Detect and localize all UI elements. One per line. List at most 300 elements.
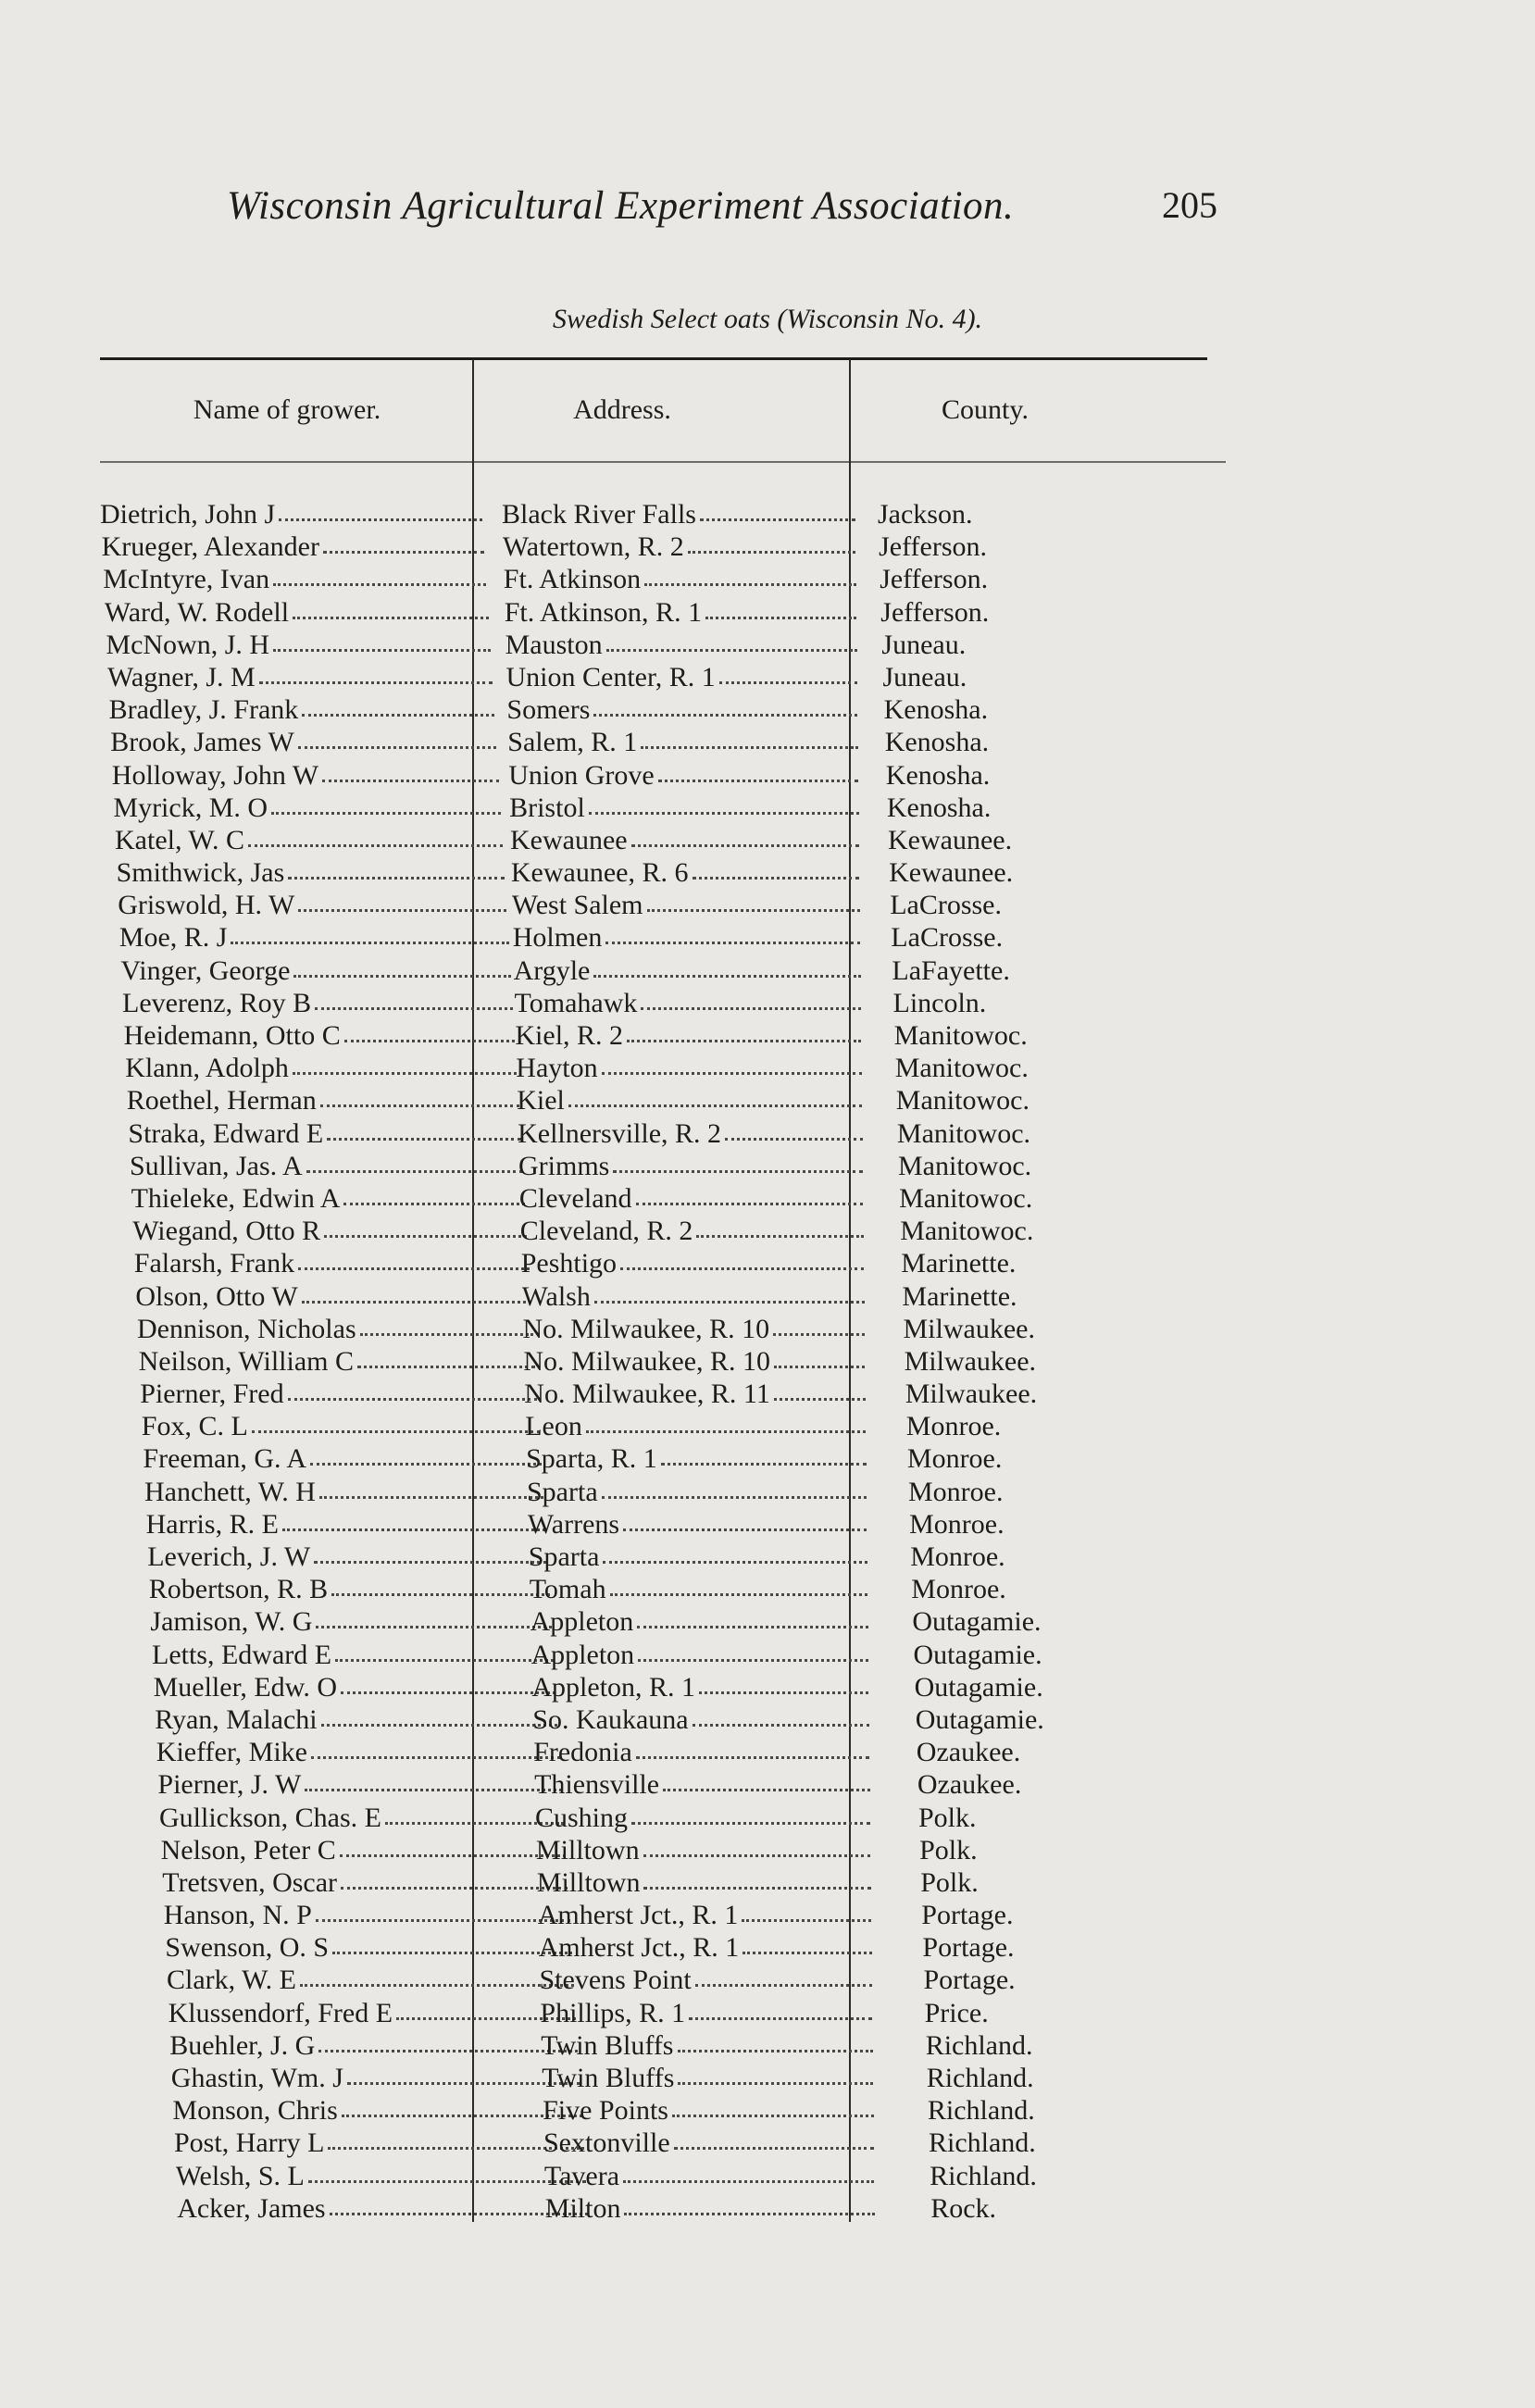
grower-address-text: Milltown: [536, 1866, 641, 1898]
grower-address-text: Appleton, R. 1: [531, 1671, 696, 1703]
dot-leader: [631, 824, 859, 847]
grower-address: [518, 1117, 863, 1150]
grower-address-text: Twin Bluffs: [541, 2029, 674, 2061]
table-row: [0, 1508, 1535, 1541]
grower-name-text: Heidemann, Otto C: [123, 1020, 341, 1051]
dot-leader: [743, 1931, 871, 1954]
dot-leader: [293, 954, 510, 978]
column-header-county: County.: [942, 394, 1029, 425]
grower-county: Monroe.: [911, 1574, 1006, 1605]
grower-name: [120, 954, 510, 987]
grower-address: [503, 530, 856, 563]
grower-address-text: Appleton: [530, 1639, 635, 1670]
grower-name-text: Acker, James: [177, 2192, 326, 2224]
dot-leader: [696, 1215, 863, 1238]
table-row: [0, 596, 1535, 629]
grower-name: [147, 1541, 547, 1573]
grower-county: Kenosha.: [883, 694, 989, 726]
dot-leader: [316, 1605, 551, 1628]
grower-address-text: Phillips, R. 1: [540, 1997, 686, 2028]
grower-name: [106, 629, 490, 661]
table-row: [0, 1541, 1535, 1573]
grower-county: Kenosha.: [885, 759, 991, 791]
grower-name-text: Bradley, J. Frank: [108, 694, 299, 726]
dot-leader: [636, 1736, 869, 1759]
grower-address: [527, 1476, 867, 1508]
grower-address: [536, 1834, 871, 1866]
grower-name: [155, 1703, 557, 1736]
grower-address-text: Milltown: [535, 1834, 640, 1865]
grower-address: [543, 2127, 874, 2159]
grower-address-text: So. Kaukauna: [532, 1703, 689, 1735]
grower-name-text: Wiegand, Otto R: [132, 1216, 321, 1247]
grower-name-text: Roethel, Herman: [126, 1085, 317, 1117]
grower-name: [165, 1931, 571, 1964]
column-header-name: Name of grower.: [193, 394, 381, 425]
dot-leader: [318, 2029, 578, 2052]
grower-address: [516, 1052, 862, 1084]
grower-county: Manitowoc.: [894, 1053, 1029, 1084]
grower-name-text: Klussendorf, Fred E: [168, 1997, 393, 2028]
dot-leader: [678, 2029, 873, 2052]
grower-county: LaFayette.: [892, 954, 1010, 986]
grower-address-text: Peshtigo: [520, 1248, 618, 1279]
grower-name: [149, 1573, 550, 1605]
grower-name-text: Robertson, R. B: [148, 1574, 329, 1605]
grower-name: [167, 1964, 574, 1996]
grower-address-text: No. Milwaukee, R. 10: [522, 1313, 770, 1344]
table-row: [0, 1736, 1535, 1768]
grower-county: Milwaukee.: [905, 1379, 1038, 1410]
grower-table-body: [0, 498, 1535, 2225]
grower-county: Richland.: [925, 2029, 1033, 2061]
dot-leader: [316, 1899, 570, 1922]
running-title: Wisconsin Agricultural Experiment Association.: [227, 184, 1015, 228]
grower-name: [142, 1410, 540, 1442]
grower-name-text: Ghastin, Wm. J: [170, 2063, 343, 2093]
grower-name: [172, 2094, 581, 2127]
dot-leader: [357, 1345, 535, 1368]
grower-name-text: Fox, C. L: [141, 1411, 248, 1442]
grower-address: [523, 1313, 866, 1345]
grower-name-text: Nelson, Peter C: [160, 1834, 336, 1865]
dot-leader: [774, 1345, 865, 1368]
grower-name: [171, 2062, 580, 2094]
grower-name-text: Freeman, G. A: [143, 1443, 307, 1475]
dot-leader: [636, 1182, 864, 1205]
grower-name-text: Sullivan, Jas. A: [130, 1150, 303, 1181]
dot-leader: [288, 856, 505, 880]
grower-name-text: Olson, Otto W: [135, 1280, 298, 1312]
dot-leader: [643, 1866, 870, 1890]
grower-name-text: Brook, James W: [110, 727, 294, 758]
table-row: [0, 1247, 1535, 1279]
grower-name: [124, 1019, 516, 1052]
page-header: [227, 183, 1217, 239]
grower-address-text: Kiel: [517, 1085, 565, 1117]
dot-leader: [725, 1117, 863, 1141]
grower-name-text: Harris, R. E: [145, 1508, 279, 1540]
table-row: [0, 1573, 1535, 1605]
grower-county: Marinette.: [901, 1248, 1017, 1279]
grower-name: [127, 1084, 519, 1117]
grower-name-text: Mueller, Edw. O: [153, 1671, 338, 1703]
column-header-address: Address.: [573, 394, 671, 425]
table-row: [0, 1768, 1535, 1801]
dot-leader: [674, 2127, 874, 2150]
grower-name: [168, 1997, 577, 2029]
dot-leader: [306, 1150, 523, 1173]
dot-leader: [302, 693, 494, 717]
table-row: [0, 563, 1535, 595]
grower-address-text: Appleton: [530, 1606, 634, 1638]
grower-name: [122, 987, 513, 1019]
table-row: [0, 726, 1535, 758]
dot-leader: [324, 1215, 527, 1238]
grower-address: [517, 1084, 862, 1117]
grower-address: [504, 563, 856, 595]
grower-address: [533, 1736, 869, 1768]
dot-leader: [322, 759, 498, 782]
dot-leader: [340, 1834, 566, 1857]
dot-leader: [641, 987, 861, 1010]
table-row: [0, 1378, 1535, 1410]
grower-address: [540, 1997, 872, 2029]
grower-address: [540, 1964, 873, 1996]
dot-leader: [661, 1442, 867, 1466]
table-row: [0, 1866, 1535, 1899]
grower-name-text: Dennison, Nicholas: [137, 1313, 356, 1344]
grower-name: [119, 921, 509, 954]
table-row: [0, 792, 1535, 824]
dot-leader: [320, 1084, 519, 1107]
table-row: [0, 889, 1535, 921]
dot-leader: [623, 2160, 874, 2183]
grower-county: Outagamie.: [915, 1703, 1044, 1735]
grower-name: [125, 1052, 517, 1084]
grower-county: Juneau.: [882, 661, 967, 692]
grower-name: [128, 1117, 520, 1150]
grower-name-text: Wagner, J. M: [107, 661, 256, 692]
grower-address: [544, 2160, 875, 2192]
grower-county: Polk.: [920, 1866, 979, 1898]
table-row: [0, 629, 1535, 661]
grower-address: [522, 1280, 865, 1313]
dot-leader: [589, 792, 859, 815]
grower-address-text: Sparta: [528, 1541, 600, 1572]
dot-leader: [594, 1280, 865, 1304]
grower-address: [523, 1345, 865, 1378]
dot-leader: [279, 498, 482, 521]
grower-county: Kenosha.: [886, 792, 992, 823]
dot-leader: [606, 629, 857, 652]
grower-name-text: Clark, W. E: [167, 1965, 296, 1996]
dot-leader: [603, 1541, 867, 1564]
dot-leader: [672, 2094, 874, 2117]
grower-county: Outagamie.: [914, 1671, 1043, 1703]
table-row: [0, 1084, 1535, 1117]
grower-address: [545, 2192, 875, 2225]
grower-name-text: Welsh, S. L: [175, 2160, 305, 2191]
grower-county: Jefferson.: [880, 564, 989, 595]
grower-name: [118, 889, 506, 921]
grower-address-text: Hayton: [516, 1053, 598, 1084]
dot-leader: [647, 889, 860, 912]
grower-county: Kenosha.: [884, 727, 990, 758]
grower-name: [130, 1150, 523, 1182]
grower-address-text: Kewaunee, R. 6: [510, 857, 689, 889]
grower-county: Jefferson.: [879, 531, 988, 563]
grower-county: Jefferson.: [880, 596, 990, 628]
grower-name-text: Pierner, Fred: [140, 1379, 284, 1410]
table-row: [0, 1834, 1535, 1866]
grower-name: [161, 1834, 567, 1866]
grower-address: [510, 824, 859, 856]
dot-leader: [773, 1313, 865, 1336]
dot-leader: [693, 1703, 869, 1727]
grower-name-text: Kieffer, Mike: [156, 1737, 307, 1768]
grower-address-text: Tomah: [529, 1574, 606, 1605]
grower-county: Milwaukee.: [903, 1313, 1035, 1344]
grower-name: [131, 1182, 526, 1215]
grower-address: [541, 2029, 873, 2062]
grower-name: [115, 824, 503, 856]
dot-leader: [298, 889, 506, 912]
grower-county: Manitowoc.: [896, 1117, 1031, 1149]
grower-address: [514, 954, 861, 987]
dot-leader: [310, 1442, 542, 1466]
dot-leader: [699, 1671, 868, 1694]
grower-address: [505, 596, 857, 629]
grower-name: [140, 1378, 537, 1410]
grower-county: Manitowoc.: [899, 1182, 1033, 1214]
dot-leader: [298, 1247, 529, 1270]
grower-name-text: Jamison, W. G: [150, 1606, 313, 1638]
grower-name-text: Swenson, O. S: [165, 1932, 330, 1964]
grower-address-text: Argyle: [513, 954, 591, 986]
grower-county: Kewaunee.: [889, 857, 1014, 889]
grower-address: [524, 1378, 866, 1410]
table-row: [0, 1410, 1535, 1442]
dot-leader: [620, 1247, 864, 1270]
grower-name-text: Krueger, Alexander: [101, 531, 319, 563]
dot-leader: [613, 1150, 863, 1173]
grower-address: [502, 498, 855, 530]
grower-name-text: Tretsven, Oscar: [162, 1866, 338, 1898]
dot-leader: [343, 1182, 525, 1205]
grower-address-text: Holmen: [512, 922, 603, 954]
grower-name-text: Dietrich, John J: [100, 499, 276, 530]
grower-address: [530, 1605, 868, 1638]
grower-address-text: Walsh: [521, 1280, 591, 1312]
dot-leader: [335, 1639, 554, 1662]
dot-leader: [331, 1573, 549, 1596]
dot-leader: [568, 1084, 862, 1107]
grower-address: [519, 1182, 864, 1215]
grower-county: Portage.: [921, 1900, 1014, 1931]
grower-address-text: West Salem: [511, 890, 643, 921]
table-row: [0, 1605, 1535, 1638]
grower-address-text: Kewaunee: [510, 824, 628, 855]
dot-leader: [586, 1410, 866, 1433]
grower-name-text: Hanson, N. P: [163, 1900, 312, 1931]
grower-address-text: Black River Falls: [502, 499, 696, 530]
grower-address: [542, 2062, 873, 2094]
grower-name: [144, 1476, 543, 1508]
grower-address-text: No. Milwaukee, R. 11: [524, 1379, 770, 1410]
grower-county: Juneau.: [881, 629, 967, 660]
grower-county: Ozaukee.: [916, 1737, 1021, 1768]
table-row: [0, 921, 1535, 954]
dot-leader: [360, 1313, 533, 1336]
grower-address-text: Sparta, R. 1: [526, 1443, 657, 1475]
grower-address-text: Sextonville: [543, 2127, 670, 2159]
grower-address: [539, 1931, 872, 1964]
grower-name-text: Post, Harry L: [174, 2127, 325, 2159]
header-bottom-rule: [100, 461, 1226, 463]
grower-county: Ozaukee.: [917, 1769, 1022, 1801]
grower-address-text: Salem, R. 1: [507, 727, 638, 758]
dot-leader: [293, 596, 489, 619]
grower-county: Richland.: [927, 2095, 1035, 2127]
grower-name-text: Vinger, George: [120, 954, 291, 986]
grower-name: [157, 1768, 561, 1801]
grower-address-text: Amherst Jct., R. 1: [537, 1900, 739, 1931]
grower-address: [534, 1768, 870, 1801]
grower-name-text: Pierner, J. W: [157, 1769, 302, 1801]
grower-address-text: Amherst Jct., R. 1: [538, 1932, 740, 1964]
grower-name: [169, 2029, 578, 2062]
grower-county: Outagamie.: [912, 1606, 1042, 1638]
grower-address: [505, 629, 857, 661]
grower-name: [154, 1671, 556, 1703]
grower-county: Kewaunee.: [888, 824, 1013, 855]
dot-leader: [663, 1768, 870, 1791]
table-row: [0, 1997, 1535, 2029]
grower-county: Richland.: [930, 2160, 1037, 2191]
dot-leader: [327, 1117, 521, 1141]
grower-name: [150, 1605, 551, 1638]
dot-leader: [688, 530, 856, 554]
dot-leader: [293, 1052, 518, 1075]
grower-county: Manitowoc.: [895, 1085, 1030, 1117]
table-row: [0, 824, 1535, 856]
dot-leader: [300, 1964, 574, 1987]
table-row: [0, 693, 1535, 726]
grower-address: [531, 1671, 868, 1703]
grower-county: Manitowoc.: [893, 1020, 1028, 1051]
grower-county: LaCrosse.: [891, 922, 1004, 954]
grower-name: [103, 563, 486, 595]
grower-name-text: Neilson, William C: [138, 1345, 354, 1377]
dot-leader: [273, 563, 486, 586]
grower-name-text: Myrick, M. O: [113, 792, 268, 823]
grower-county: Monroe.: [910, 1541, 1005, 1572]
table-row: [0, 954, 1535, 987]
table-row: [0, 498, 1535, 530]
grower-address: [521, 1247, 865, 1279]
grower-name: [110, 726, 496, 758]
dot-leader: [259, 661, 493, 684]
grower-address: [535, 1802, 870, 1834]
dot-leader: [637, 1605, 867, 1628]
grower-address-text: Tomahawk: [514, 987, 638, 1018]
dot-leader: [319, 1476, 543, 1499]
grower-name: [135, 1280, 530, 1313]
grower-address-text: No. Milwaukee, R. 10: [523, 1345, 771, 1377]
grower-name-text: Leverich, J. W: [147, 1541, 311, 1572]
table-row: [0, 2192, 1535, 2225]
dot-leader: [643, 1834, 871, 1857]
dot-leader: [705, 596, 856, 619]
grower-name: [109, 693, 495, 726]
grower-county: LaCrosse.: [890, 890, 1002, 921]
table-caption: Swedish Select oats (Wisconsin No. 4).: [552, 304, 983, 334]
grower-name: [159, 1802, 564, 1834]
grower-address-text: Kiel, R. 2: [515, 1020, 624, 1051]
table-row: [0, 987, 1535, 1019]
grower-name-text: Thieleke, Edwin A: [131, 1182, 341, 1214]
table-row: [0, 1313, 1535, 1345]
grower-name-text: Monson, Chris: [172, 2095, 338, 2127]
grower-name: [174, 2127, 584, 2159]
grower-address: [525, 1410, 866, 1442]
dot-leader: [341, 1866, 568, 1890]
grower-county: Rock.: [930, 2192, 997, 2224]
grower-county: Manitowoc.: [898, 1150, 1032, 1181]
grower-name-text: Leverenz, Roy B: [122, 987, 312, 1018]
dot-leader: [288, 1378, 538, 1401]
grower-name: [134, 1247, 530, 1279]
grower-address-text: Twin Bluffs: [542, 2063, 675, 2093]
table-row: [0, 1802, 1535, 1834]
dot-leader: [314, 1541, 547, 1564]
grower-name-text: Holloway, John W: [111, 759, 319, 791]
grower-address: [509, 792, 859, 824]
grower-name: [146, 1508, 546, 1541]
dot-leader: [298, 726, 497, 749]
dot-leader: [658, 759, 859, 782]
grower-county: Price.: [924, 1997, 989, 2028]
grower-county: Lincoln.: [892, 987, 987, 1018]
dot-leader: [638, 1639, 868, 1662]
grower-county: Richland.: [929, 2127, 1036, 2159]
table-row: [0, 1671, 1535, 1703]
dot-leader: [341, 1671, 555, 1694]
table-row: [0, 1931, 1535, 1964]
grower-address: [520, 1215, 864, 1247]
grower-county: Monroe.: [906, 1443, 1003, 1475]
dot-leader: [321, 1703, 558, 1727]
dot-leader: [774, 1378, 866, 1401]
table-row: [0, 2029, 1535, 2062]
grower-address: [530, 1573, 868, 1605]
grower-name-text: Ward, W. Rodell: [104, 596, 290, 628]
table-row: [0, 530, 1535, 563]
table-row: [0, 1182, 1535, 1215]
dot-leader: [627, 1019, 861, 1042]
dot-leader: [610, 1573, 868, 1596]
dot-leader: [678, 2062, 873, 2085]
grower-address: [515, 1019, 861, 1052]
grower-name-text: Hanchett, W. H: [144, 1476, 316, 1507]
grower-address-text: Ft. Atkinson, R. 1: [504, 596, 703, 628]
dot-leader: [311, 1736, 560, 1759]
dot-leader: [605, 921, 860, 944]
grower-county: Portage.: [922, 1932, 1015, 1964]
grower-address-text: Grimms: [518, 1150, 610, 1181]
grower-address: [508, 759, 858, 792]
